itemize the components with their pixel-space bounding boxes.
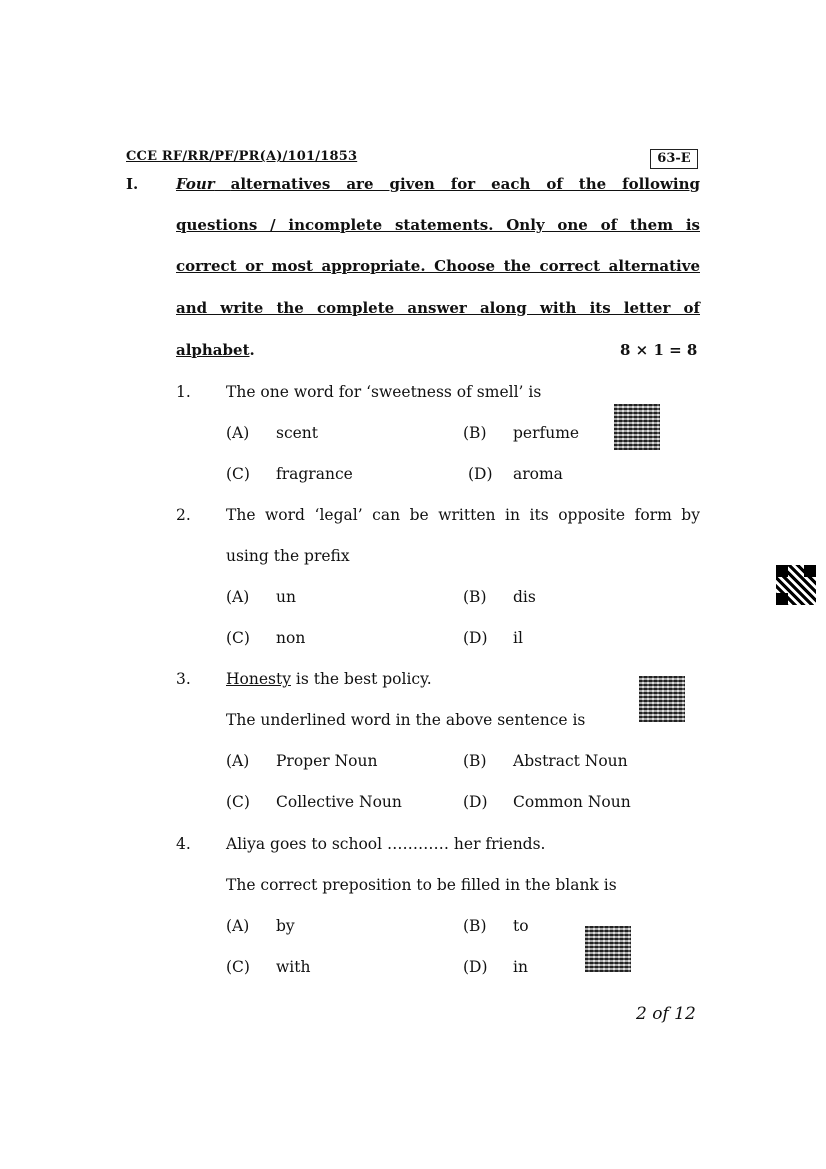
side-qr-code-icon: [776, 565, 816, 605]
question-number: 3.: [176, 670, 191, 688]
option-letter: (B): [463, 424, 487, 442]
instruction-line-5-word: alphabet: [176, 341, 250, 359]
question-text: using the prefix: [226, 547, 350, 565]
question-text: The one word for ‘sweetness of smell’ is: [226, 383, 542, 401]
option-letter: (A): [226, 752, 250, 770]
option-letter: (C): [226, 958, 250, 976]
instruction-line-3: correct or most appropriate. Choose the correct alternative: [176, 257, 700, 275]
paper-code-box: 63-E: [650, 149, 698, 169]
qr-code-icon: [585, 926, 631, 972]
question-text: The word ‘legal’ can be written in its opposite form by: [226, 506, 700, 524]
option-letter: (D): [463, 958, 488, 976]
instruction-line-5-end: .: [249, 341, 255, 359]
instruction-line-1-rest: alternatives are given for each of the following: [230, 175, 700, 193]
option-letter: (A): [226, 588, 250, 606]
question-text: The correct preposition to be filled in the blank is: [226, 876, 617, 894]
qr-code-icon: [614, 404, 660, 450]
option-letter: (A): [226, 917, 250, 935]
option-text: by: [276, 917, 295, 935]
option-text: with: [276, 958, 311, 976]
option-text: aroma: [513, 465, 563, 483]
instruction-line-1: [176, 175, 700, 193]
instruction-line-4: and write the complete answer along with its letter of: [176, 299, 700, 317]
option-letter: (B): [463, 917, 487, 935]
underlined-word: Honesty: [226, 670, 291, 688]
option-text: perfume: [513, 424, 580, 442]
instruction-line-2: questions / incomplete statements. Only one of them is: [176, 216, 700, 234]
section-number: I.: [126, 175, 139, 193]
option-letter: (C): [226, 629, 250, 647]
question-text-rest: is the best policy.: [290, 670, 432, 688]
question-text: Aliya goes to school ………… her friends.: [226, 835, 546, 853]
option-letter: (B): [463, 588, 487, 606]
option-text: to: [513, 917, 529, 935]
option-text: dis: [513, 588, 536, 606]
option-text: il: [513, 629, 523, 647]
question-text: [226, 670, 432, 688]
marks-allocation: 8 × 1 = 8: [620, 341, 698, 359]
qr-code-icon: [639, 676, 685, 722]
option-letter: (C): [226, 465, 250, 483]
option-text: Collective Noun: [276, 793, 402, 811]
option-letter: (C): [226, 793, 250, 811]
option-text: Proper Noun: [276, 752, 378, 770]
question-number: 4.: [176, 835, 191, 853]
instruction-italic: Four: [176, 175, 215, 193]
question-text: The underlined word in the above sentence is: [226, 711, 586, 729]
option-letter: (A): [226, 424, 250, 442]
question-number: 1.: [176, 383, 191, 401]
option-text: Abstract Noun: [513, 752, 628, 770]
option-letter: (D): [468, 465, 493, 483]
option-text: un: [276, 588, 296, 606]
page-number: 2 of 12: [636, 1004, 696, 1024]
option-letter: (D): [463, 629, 488, 647]
option-text: fragrance: [276, 465, 353, 483]
option-letter: (D): [463, 793, 488, 811]
option-text: Common Noun: [513, 793, 631, 811]
option-text: scent: [276, 424, 319, 442]
option-text: in: [513, 958, 528, 976]
option-text: non: [276, 629, 306, 647]
option-letter: (B): [463, 752, 487, 770]
exam-code: CCE RF/RR/PF/PR(A)/101/1853: [126, 149, 358, 164]
question-number: 2.: [176, 506, 191, 524]
